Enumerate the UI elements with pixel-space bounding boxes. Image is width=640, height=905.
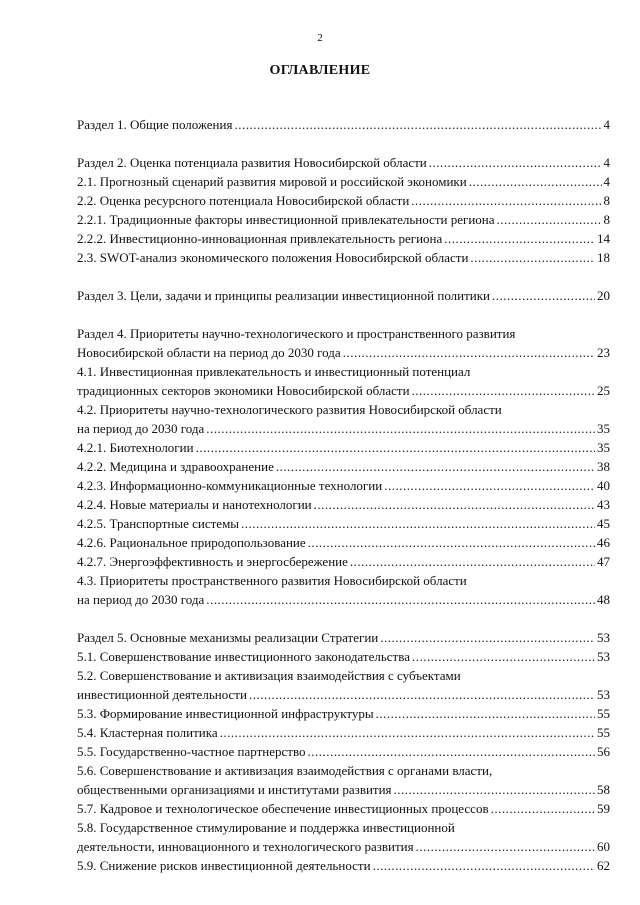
toc-page-number: 55: [597, 706, 610, 721]
toc-entry-section-2[interactable]: [77, 153, 610, 172]
toc-entry-text: общественными организациями и институтами развития: [77, 782, 392, 797]
toc-entry-2-2-1[interactable]: [77, 210, 610, 229]
toc-entry-4-2-2[interactable]: [77, 457, 610, 476]
toc-entry-4-3[interactable]: [77, 590, 610, 609]
toc-entry-text: 5.7. Кадровое и технологическое обеспечение инвестиционных процессов: [77, 801, 489, 816]
dot-leader: [308, 533, 595, 552]
toc-entry-text: 2.2.1. Традиционные факторы инвестиционной привлекательности региона: [77, 212, 495, 227]
dot-leader: [469, 172, 602, 191]
toc-entry-text: Раздел 5. Основные механизмы реализации Стратегии: [77, 630, 379, 645]
toc-page-number: 43: [597, 497, 610, 512]
toc-entry-4-2-5[interactable]: [77, 514, 610, 533]
toc-entry-4-1[interactable]: [77, 381, 610, 400]
toc-page-number: 35: [597, 421, 610, 436]
toc-entry-text: на период до 2030 года: [77, 421, 205, 436]
toc-page-number: 38: [597, 459, 610, 474]
toc-page-number: 40: [597, 478, 610, 493]
toc-entry-2-2[interactable]: [77, 191, 610, 210]
toc-page-number: 25: [597, 383, 610, 398]
toc-entry-section-1[interactable]: [77, 115, 610, 134]
dot-leader: [412, 647, 595, 666]
toc-page-number: 20: [597, 288, 610, 303]
dot-leader: [492, 286, 595, 305]
toc-page-number: 53: [597, 687, 610, 702]
page-number: 2: [317, 32, 323, 44]
toc-page-number: 18: [597, 250, 610, 265]
toc-entry-4-2-4[interactable]: [77, 495, 610, 514]
toc-entry-text: традиционных секторов экономики Новосибирской области: [77, 383, 410, 398]
toc-entry-text: деятельности, инновационного и технологического развития: [77, 839, 414, 854]
toc-entry-4-2-7[interactable]: [77, 552, 610, 571]
toc-entry-5-6[interactable]: [77, 780, 610, 799]
toc-entry-section-4[interactable]: [77, 343, 610, 362]
toc-entry-2-2-2[interactable]: [77, 229, 610, 248]
toc-entry-text: инвестиционной деятельности: [77, 687, 247, 702]
toc-entry-text: 5.5. Государственно-частное партнерство: [77, 744, 306, 759]
dot-leader: [206, 419, 595, 438]
toc-entry-5-6-line1[interactable]: 5.6. Совершенствование и активизация взаимодействия с органами власти,: [77, 763, 493, 778]
toc-entry-section-5[interactable]: [77, 628, 610, 647]
toc-entry-text: Раздел 3. Цели, задачи и принципы реализации инвестиционной политики: [77, 288, 491, 303]
table-of-contents: [77, 115, 610, 875]
dot-leader: [234, 115, 601, 134]
toc-page-number: 8: [603, 193, 610, 208]
toc-page-number: 55: [597, 725, 610, 740]
toc-entry-text: 4.2.2. Медицина и здравоохранение: [77, 459, 274, 474]
dot-leader: [249, 685, 595, 704]
toc-page-number: 4: [603, 117, 610, 132]
dot-leader: [220, 723, 595, 742]
toc-page-number: 56: [597, 744, 610, 759]
toc-page-number: 53: [597, 649, 610, 664]
toc-entry-text: 4.2.5. Транспортные системы: [77, 516, 240, 531]
dot-leader: [412, 381, 595, 400]
dot-leader: [411, 191, 601, 210]
toc-entry-text: 2.2. Оценка ресурсного потенциала Новосибирской области: [77, 193, 410, 208]
toc-entry-4-2[interactable]: [77, 419, 610, 438]
toc-entry-text: Раздел 2. Оценка потенциала развития Новосибирской области: [77, 155, 427, 170]
dot-leader: [343, 343, 595, 362]
toc-entry-2-1[interactable]: [77, 172, 610, 191]
dot-leader: [308, 742, 596, 761]
toc-page-number: 4: [603, 174, 610, 189]
dot-leader: [470, 248, 595, 267]
toc-entry-4-2-line1[interactable]: 4.2. Приоритеты научно-технологического развития Новосибирской области: [77, 402, 502, 417]
toc-entry-text: Новосибирской области на период до 2030 года: [77, 345, 341, 360]
toc-page-number: 60: [597, 839, 610, 854]
toc-entry-5-7[interactable]: [77, 799, 610, 818]
toc-page-number: 45: [597, 516, 610, 531]
dot-leader: [350, 552, 595, 571]
toc-entry-text: 4.2.3. Информационно-коммуникационные технологии: [77, 478, 383, 493]
dot-leader: [373, 856, 595, 875]
toc-entry-section-4-line1[interactable]: Раздел 4. Приоритеты научно-технологического и пространственного развития: [77, 326, 516, 341]
toc-entry-4-1-line1[interactable]: 4.1. Инвестиционная привлекательность и инвестиционный потенциал: [77, 364, 471, 379]
toc-entry-text: на период до 2030 года: [77, 592, 205, 607]
dot-leader: [380, 628, 595, 647]
toc-entry-text: 2.2.2. Инвестиционно-инновационная привлекательность региона: [77, 231, 443, 246]
dot-leader: [394, 780, 595, 799]
toc-entry-5-2[interactable]: [77, 685, 610, 704]
toc-entry-text: 5.9. Снижение рисков инвестиционной деятельности: [77, 858, 371, 873]
toc-entry-5-5[interactable]: [77, 742, 610, 761]
toc-entry-section-3[interactable]: [77, 286, 610, 305]
toc-entry-text: Раздел 1. Общие положения: [77, 117, 233, 132]
toc-entry-text: 5.1. Совершенствование инвестиционного законодательства: [77, 649, 410, 664]
toc-entry-text: 2.3. SWOT-анализ экономического положения Новосибирской области: [77, 250, 469, 265]
toc-page-number: 23: [597, 345, 610, 360]
toc-page-number: 46: [597, 535, 610, 550]
dot-leader: [416, 837, 595, 856]
toc-page-number: 35: [597, 440, 610, 455]
page-title: ОГЛАВЛЕНИЕ: [269, 63, 371, 78]
toc-page-number: 53: [597, 630, 610, 645]
toc-entry-5-2-line1[interactable]: 5.2. Совершенствование и активизация взаимодействия с субъектами: [77, 668, 461, 683]
toc-entry-5-3[interactable]: [77, 704, 610, 723]
toc-entry-text: 4.2.4. Новые материалы и нанотехнологии: [77, 497, 312, 512]
toc-entry-5-4[interactable]: [77, 723, 610, 742]
toc-page-number: 48: [597, 592, 610, 607]
dot-leader: [276, 457, 595, 476]
toc-entry-4-2-6[interactable]: [77, 533, 610, 552]
dot-leader: [429, 153, 602, 172]
toc-entry-4-3-line1[interactable]: 4.3. Приоритеты пространственного развития Новосибирской области: [77, 573, 467, 588]
toc-entry-5-1[interactable]: [77, 647, 610, 666]
toc-entry-text: 4.2.6. Рациональное природопользование: [77, 535, 306, 550]
toc-entry-5-9[interactable]: [77, 856, 610, 875]
dot-leader: [241, 514, 595, 533]
toc-page-number: 59: [597, 801, 610, 816]
dot-leader: [491, 799, 595, 818]
toc-entry-text: 4.2.7. Энергоэффективность и энергосбережение: [77, 554, 348, 569]
dot-leader: [444, 229, 595, 248]
toc-entry-4-2-1[interactable]: [77, 438, 610, 457]
toc-page-number: 4: [603, 155, 610, 170]
toc-entry-text: 4.2.1. Биотехнологии: [77, 440, 194, 455]
toc-page-number: 62: [597, 858, 610, 873]
toc-page-number: 14: [597, 231, 610, 246]
toc-page-number: 8: [603, 212, 610, 227]
toc-entry-5-8[interactable]: [77, 837, 610, 856]
dot-leader: [196, 438, 595, 457]
toc-entry-5-8-line1[interactable]: 5.8. Государственное стимулирование и поддержка инвестиционной: [77, 820, 455, 835]
dot-leader: [497, 210, 602, 229]
toc-page-number: 47: [597, 554, 610, 569]
dot-leader: [376, 704, 595, 723]
toc-entry-2-3[interactable]: [77, 248, 610, 267]
toc-page-number: 58: [597, 782, 610, 797]
dot-leader: [314, 495, 595, 514]
toc-entry-text: 5.4. Кластерная политика: [77, 725, 218, 740]
dot-leader: [206, 590, 595, 609]
dot-leader: [384, 476, 595, 495]
toc-entry-text: 2.1. Прогнозный сценарий развития мировой и российской экономики: [77, 174, 467, 189]
toc-entry-text: 5.3. Формирование инвестиционной инфраструктуры: [77, 706, 374, 721]
toc-entry-4-2-3[interactable]: [77, 476, 610, 495]
